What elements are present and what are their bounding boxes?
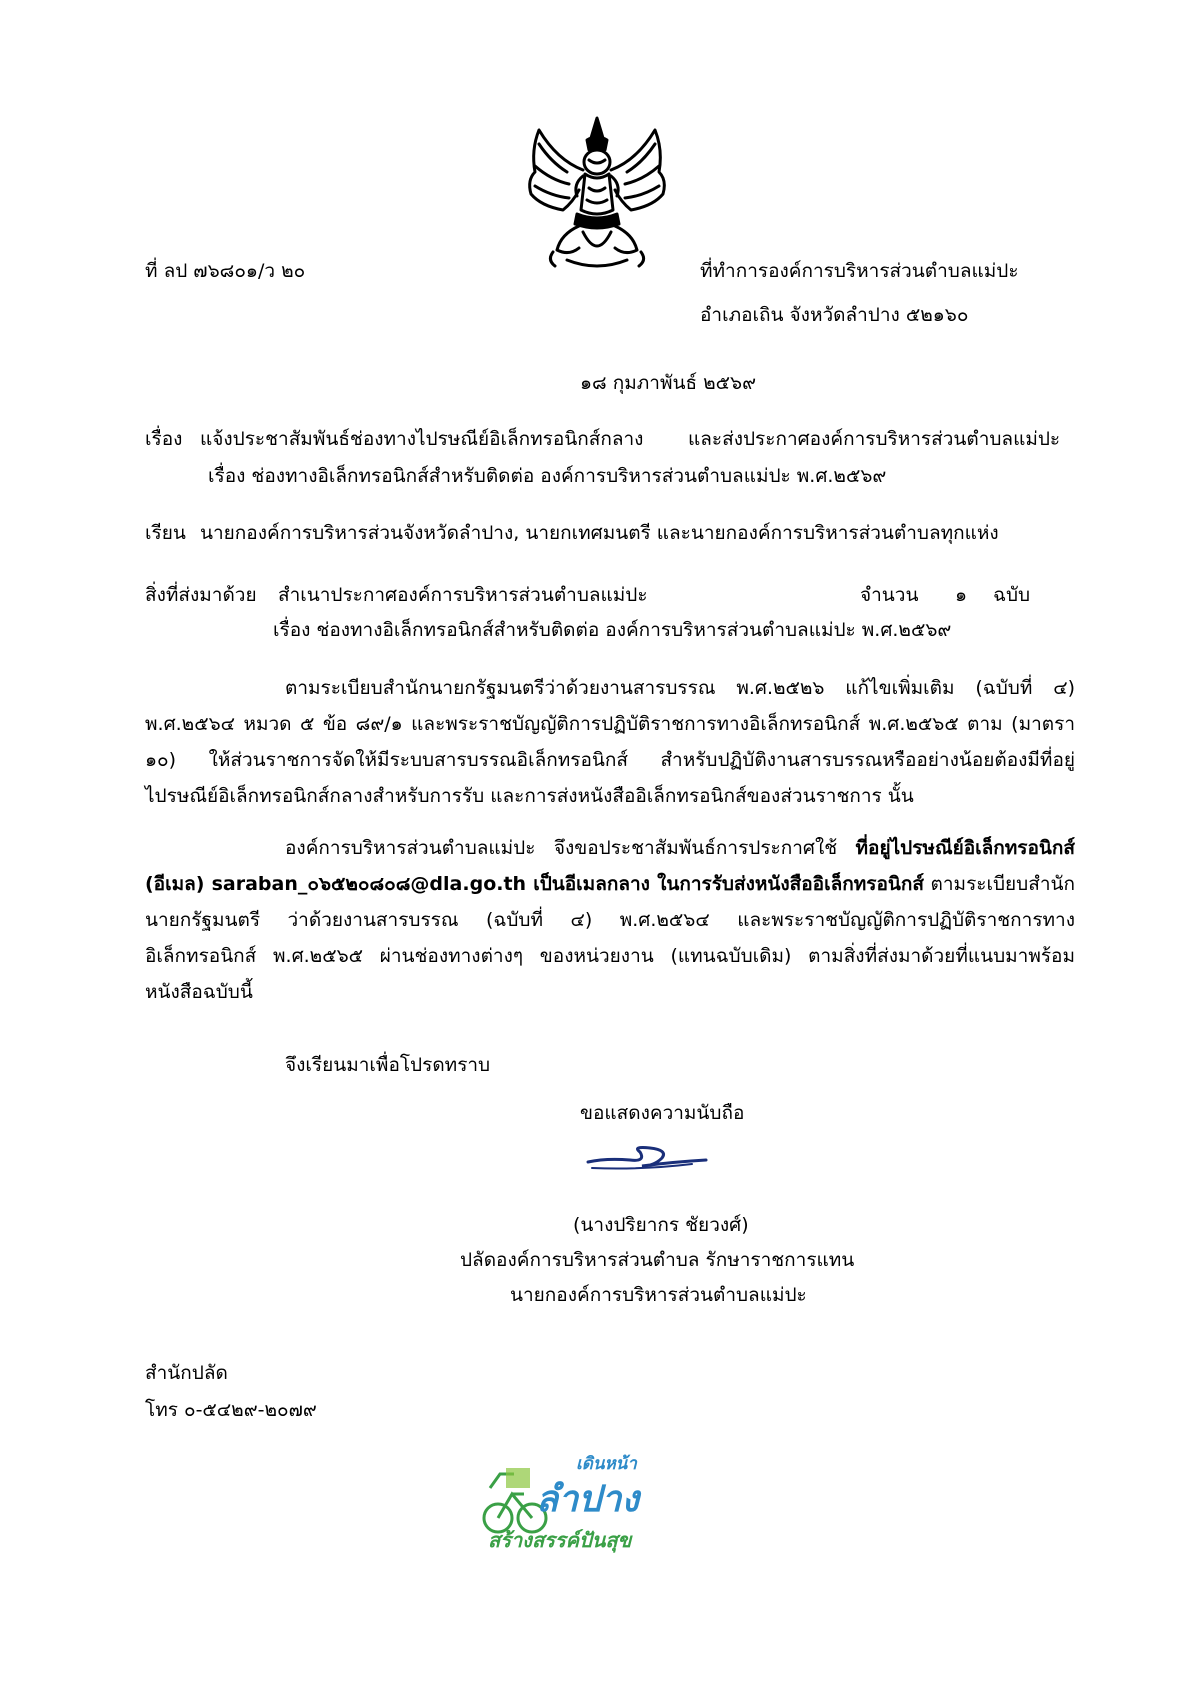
paragraph-2-rest: ตามระเบียบสำนักนายกรัฐมนตรี ว่าด้วยงานสารบรรณ (ฉบับที่ ๔) พ.ศ.๒๕๖๔ และพระราชบัญญัติการปฏิบัติราชการทางอิเล็กทรอนิกส์ พ.ศ.๒๕๖๕ ผ่านช่องทางต่างๆ ของหน่วยงาน (แทนฉบับเดิม) ตามสิ่งที่ส่งมาด้วยที่แนบมาพร้อมหนังสือฉบับนี้	[145, 873, 1075, 1003]
regards: ขอแสดงความนับถือ	[580, 1102, 745, 1124]
department-phone: โทร ๐-๕๔๒๙-๒๐๗๙	[145, 1399, 317, 1421]
lampang-campaign-logo	[480, 1450, 660, 1560]
garuda-emblem	[517, 110, 677, 275]
handwritten-signature	[582, 1140, 712, 1174]
office-address-line1: ที่ทำการองค์การบริหารส่วนตำบลแม่ปะ	[700, 260, 1019, 282]
logo-text-line1: เดินหน้า	[576, 1454, 637, 1474]
subject-line2: เรื่อง ช่องทางอิเล็กทรอนิกส์สำหรับติดต่อ องค์การบริหารส่วนตำบลแม่ปะ พ.ศ.๒๕๖๙	[208, 465, 887, 487]
subject-label: เรื่อง	[145, 428, 183, 450]
enclosure-count: ๑	[955, 584, 968, 606]
subject-text-part2: และส่งประกาศองค์การบริหารส่วนตำบลแม่ปะ	[688, 428, 1061, 450]
enclosure-count-label: จำนวน	[860, 584, 919, 606]
closing-line: จึงเรียนมาเพื่อโปรดทราบ	[285, 1054, 491, 1076]
body-paragraph-1: ตามระเบียบสำนักนายกรัฐมนตรีว่าด้วยงานสารบรรณ พ.ศ.๒๕๒๖ แก้ไขเพิ่มเติม (ฉบับที่ ๔) พ.ศ.๒๕๖๔ หมวด ๕ ข้อ ๘๙/๑ และพระราชบัญญัติการปฏิบัติราชการทางอิเล็กทรอนิกส์ พ.ศ.๒๕๖๕ ตาม (มาตรา ๑๐) ให้ส่วนราชการจัดให้มีระบบสารบรรณอิเล็กทรอนิกส์ สำหรับปฏิบัติงานสารบรรณหรืออย่างน้อยต้องมีที่อยู่ไปรษณีย์อิเล็กทรอนิกส์กลางสำหรับการรับ และการส่งหนังสืออิเล็กทรอนิกส์ของส่วนราชการ นั้น	[145, 677, 1075, 807]
document-date: ๑๘ กุมภาพันธ์ ๒๕๖๙	[580, 372, 757, 394]
recipient-text: นายกองค์การบริหารส่วนจังหวัดลำปาง, นายกเทศมนตรี และนายกองค์การบริหารส่วนตำบลทุกแห่ง	[200, 522, 999, 544]
body-paragraph-2	[145, 830, 1075, 1010]
central-email-address: ที่อยู่ไปรษณีย์อิเล็กทรอนิกส์ (อีเมล) saraban_๐๖๕๒๐๘๐๘@dla.go.th เป็นอีเมลกลาง ในการรับส่งหนังสืออิเล็กทรอนิกส์	[145, 837, 1075, 895]
paragraph-2-intro: องค์การบริหารส่วนตำบลแม่ปะ จึงขอประชาสัมพันธ์การประกาศใช้	[285, 837, 856, 859]
logo-text-line3: สร้างสรรค์ปันสุข	[488, 1528, 632, 1552]
department-name: สำนักปลัด	[145, 1362, 228, 1384]
office-address-line2: อำเภอเถิน จังหวัดลำปาง ๕๒๑๖๐	[700, 304, 969, 326]
subject-text-part1: แจ้งประชาสัมพันธ์ช่องทางไปรษณีย์อิเล็กทรอนิกส์กลาง	[200, 428, 644, 450]
reference-number: ที่ ลป ๗๖๘๐๑/ว ๒๐	[145, 260, 306, 282]
signatory-name: (นางปริยากร ชัยวงศ์)	[573, 1214, 749, 1236]
logo-text-line2: ลำปาง	[536, 1479, 639, 1520]
enclosure-line2: เรื่อง ช่องทางอิเล็กทรอนิกส์สำหรับติดต่อ องค์การบริหารส่วนตำบลแม่ปะ พ.ศ.๒๕๖๙	[273, 619, 952, 641]
signatory-position-1: ปลัดองค์การบริหารส่วนตำบล รักษาราชการแทน	[460, 1249, 855, 1271]
recipient-label: เรียน	[145, 522, 186, 544]
signatory-position-2: นายกองค์การบริหารส่วนตำบลแม่ปะ	[510, 1284, 807, 1306]
enclosure-label: สิ่งที่ส่งมาด้วย	[145, 584, 257, 606]
enclosure-text: สำเนาประกาศองค์การบริหารส่วนตำบลแม่ปะ	[278, 584, 648, 606]
enclosure-unit: ฉบับ	[993, 584, 1031, 606]
